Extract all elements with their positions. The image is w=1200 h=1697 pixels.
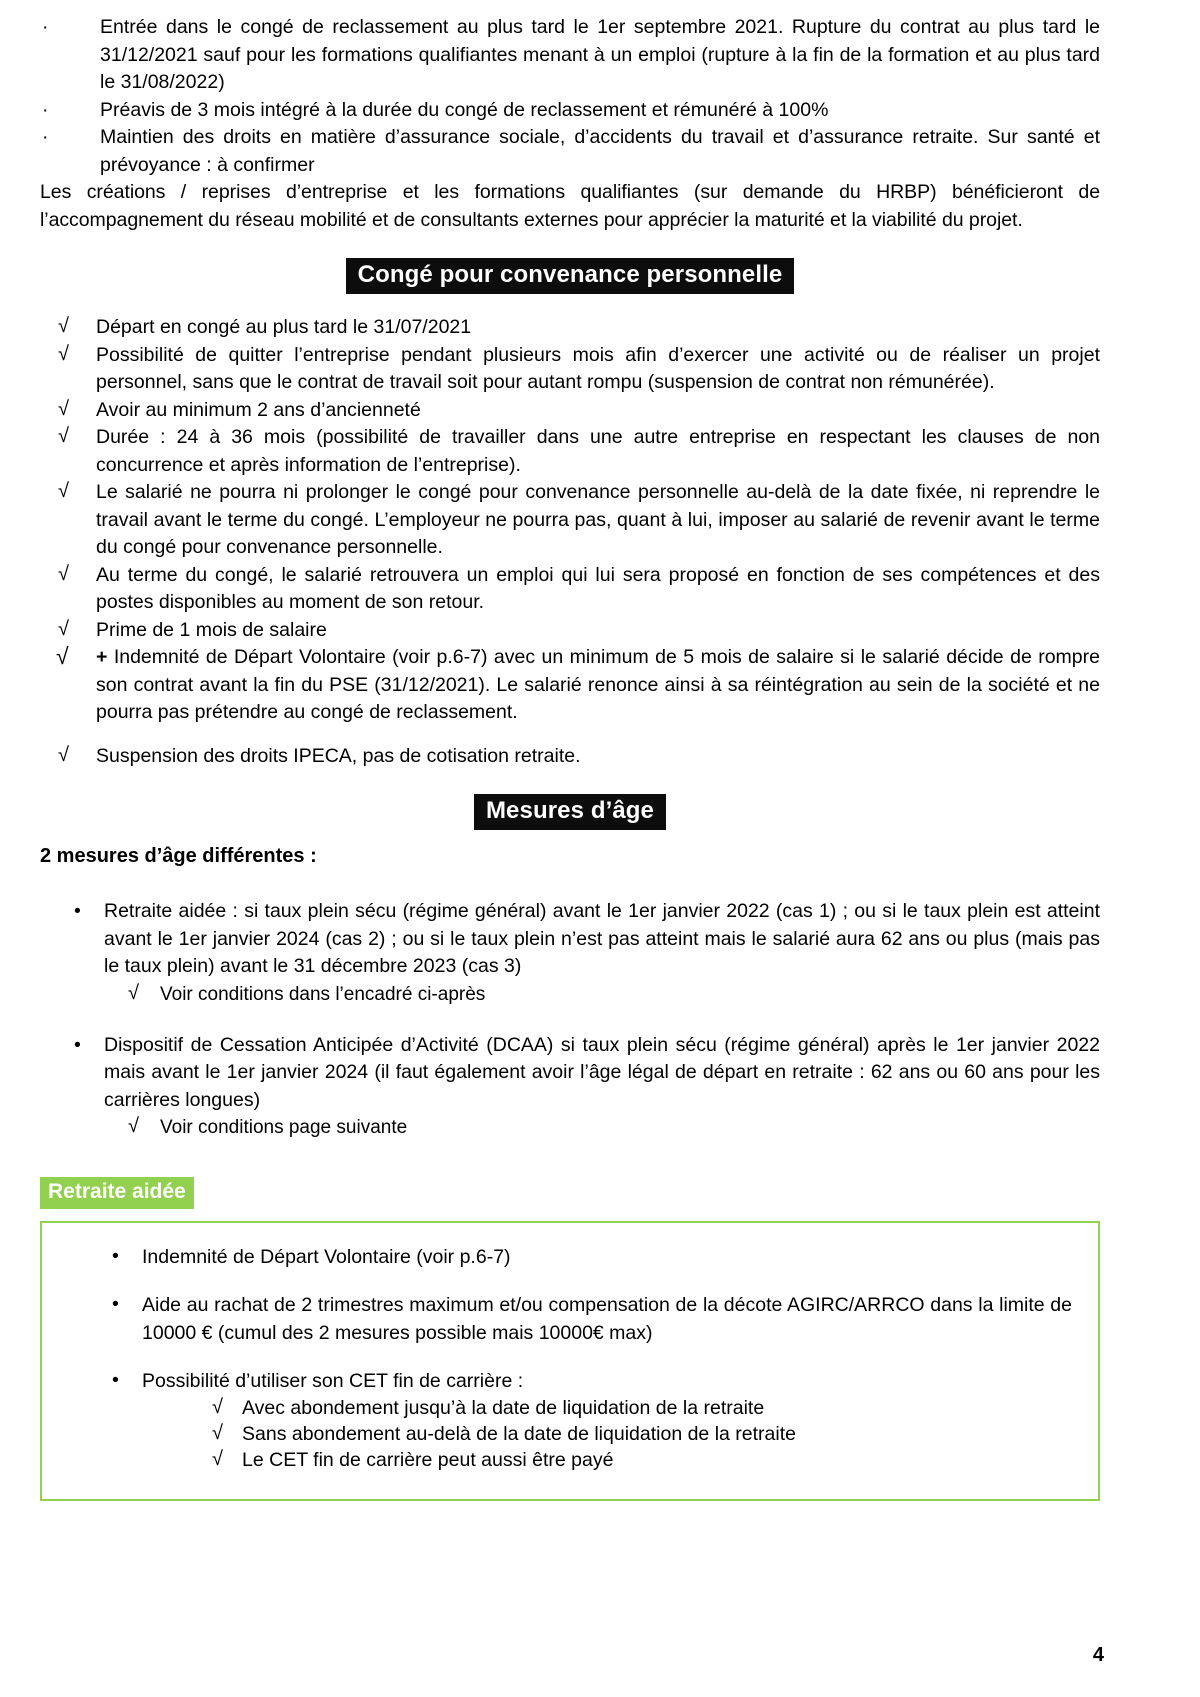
- sub-list-item: [104, 981, 1100, 1008]
- list-item: [40, 1032, 1100, 1142]
- retraite-aidee-box: [40, 1221, 1100, 1501]
- sub-list-item: [142, 1447, 1072, 1473]
- list-item-text: Avoir au minimum 2 ans d’ancienneté: [96, 398, 421, 421]
- conge-banner-wrap: [40, 258, 1100, 294]
- check-icon: √: [56, 643, 69, 669]
- list-item-text: Possibilité d’utiliser son CET fin de carrière :: [142, 1370, 524, 1392]
- list-item-text: Préavis de 3 mois intégré à la durée du congé de reclassement et rémunéré à 100%: [100, 98, 829, 121]
- sub-list-item: [142, 1421, 1072, 1447]
- list-item: [40, 124, 1100, 179]
- list-item-text: Aide au rachat de 2 trimestres maximum et/ou compensation de la décote AGIRC/ARRCO dans la limite de 10000 € (cumul des 2 mesures possible mais 10000€ max): [142, 1294, 1072, 1344]
- check-icon: √: [58, 315, 69, 337]
- retraite-aidee-tag-wrap: [40, 1177, 1100, 1209]
- list-item-text: Le salarié ne pourra ni prolonger le congé pour convenance personnelle au-delà de la date fixée, ni reprendre le travail avant le terme du congé. L’employeur ne pourra pas, quant à lui, imposer au salarié de revenir avant le terme du congé pour convenance personnelle.: [96, 481, 1100, 558]
- list-item: [40, 314, 1100, 342]
- page-number: 4: [1092, 1644, 1104, 1666]
- section-banner-mesures: Mesures d’âge: [474, 794, 666, 830]
- conge-check-list: [40, 314, 1100, 727]
- round-bullet-icon: •: [112, 1369, 119, 1391]
- sub-list-item-text: Avec abondement jusqu’à la date de liquidation de la retraite: [242, 1397, 765, 1419]
- check-icon: √: [58, 480, 69, 502]
- list-item: [68, 1291, 1072, 1347]
- mesures-bullet-list: [40, 898, 1100, 1008]
- list-item: [40, 14, 1100, 97]
- list-item: [40, 97, 1100, 125]
- list-item-text: Durée : 24 à 36 mois (possibilité de travailler dans une autre entreprise en respectant les clauses de non concurrence et après information de l’entreprise).: [96, 426, 1100, 476]
- sub-list-item-text: Sans abondement au-delà de la date de liquidation de la retraite: [242, 1423, 796, 1445]
- check-icon: √: [128, 1115, 139, 1137]
- intro-bullet-list: [40, 14, 1100, 179]
- list-item-text: Indemnité de Départ Volontaire (voir p.6-7): [142, 1246, 511, 1268]
- round-bullet-icon: •: [112, 1245, 119, 1267]
- list-item: [40, 424, 1100, 479]
- list-item-text: Au terme du congé, le salarié retrouvera un emploi qui lui sera proposé en fonction de ses compétences et des postes disponibles au moment de son retour.: [96, 563, 1100, 613]
- retraite-aidee-bullet-list-2: [68, 1291, 1072, 1347]
- cet-sub-list: [142, 1395, 1072, 1473]
- list-item: [68, 1367, 1072, 1473]
- dot-bullet-icon: ·: [42, 98, 49, 121]
- mesures-banner-wrap: [40, 794, 1100, 830]
- check-icon: √: [58, 743, 69, 766]
- sub-list-item-text: Voir conditions dans l’encadré ci-après: [160, 983, 486, 1005]
- list-item-text: Maintien des droits en matière d’assurance sociale, d’accidents du travail et d’assurance retraite. Sur santé et prévoyance : à confirmer: [100, 126, 1100, 176]
- list-item: [68, 1243, 1072, 1271]
- retraite-aidee-bullet-list-3: [68, 1367, 1072, 1473]
- list-item: [40, 397, 1100, 425]
- intro-closing-paragraph: Les créations / reprises d’entreprise et les formations qualifiantes (sur demande du HRBP) bénéficieront de l’accompagnement du réseau mobilité et de consultants externes pour apprécier la maturité et la viabilité du projet.: [40, 181, 1100, 231]
- round-bullet-icon: •: [112, 1293, 119, 1315]
- check-icon: √: [58, 562, 69, 585]
- check-icon: √: [212, 1448, 223, 1470]
- sub-list-item: [104, 1114, 1100, 1141]
- dot-bullet-icon: ·: [42, 16, 49, 38]
- list-item-text: Prime de 1 mois de salaire: [96, 618, 327, 641]
- sub-list-item-text: Le CET fin de carrière peut aussi être payé: [242, 1449, 614, 1471]
- list-item: [40, 743, 1100, 771]
- check-icon: √: [212, 1422, 223, 1444]
- list-item-text: Retraite aidée : si taux plein sécu (régime général) avant le 1er janvier 2022 (cas 1) ; ou si le taux plein est atteint avant le 1er janvier 2024 (cas 2) ; ou si le taux plein n’est pas atteint mais le salarié aura 62 ans ou plus (mais pas le taux plein) avant le 31 décembre 2023 (cas 3): [104, 900, 1100, 977]
- sub-list-item: [142, 1395, 1072, 1421]
- mesures-intro-heading: 2 mesures d’âge différentes :: [40, 845, 317, 867]
- list-item-idv: [40, 644, 1100, 727]
- check-icon: √: [58, 617, 69, 640]
- check-icon: √: [58, 342, 69, 365]
- plus-sign: +: [96, 646, 108, 668]
- check-icon: √: [128, 981, 139, 1004]
- dot-bullet-icon: ·: [42, 126, 49, 148]
- section-banner-conge: Congé pour convenance personnelle: [346, 258, 795, 294]
- round-bullet-icon: •: [74, 1033, 81, 1056]
- list-item: [40, 562, 1100, 617]
- mesures-bullet-list-2: [40, 1032, 1100, 1142]
- list-item-text: Dispositif de Cessation Anticipée d’Activité (DCAA) si taux plein sécu (régime général) après le 1er janvier 2022 mais avant le 1er janvier 2024 (il faut également avoir l’âge légal de départ en retraite : 62 ans ou 60 ans pour les carrières longues): [104, 1033, 1100, 1111]
- list-item-text: Départ en congé au plus tard le 31/07/2021: [96, 316, 472, 338]
- mesures-sub-list: [104, 981, 1100, 1008]
- status-badge-retraite-aidee: Retraite aidée: [40, 1177, 194, 1209]
- mesures-sub-list-2: [104, 1114, 1100, 1141]
- list-item: [40, 898, 1100, 1008]
- list-item-text: Entrée dans le congé de reclassement au plus tard le 1er septembre 2021. Rupture du contrat au plus tard le 31/12/2021 sauf pour les formations qualifiantes menant à un emploi (rupture à la fin de la formation et au plus tard le 31/08/2022): [100, 16, 1100, 93]
- list-item-text: Suspension des droits IPECA, pas de cotisation retraite.: [96, 744, 581, 767]
- check-icon: √: [212, 1396, 223, 1418]
- check-icon: √: [58, 425, 69, 447]
- round-bullet-icon: •: [74, 900, 81, 922]
- list-item: [40, 342, 1100, 397]
- list-item: [40, 617, 1100, 645]
- retraite-aidee-bullet-list: [68, 1243, 1072, 1271]
- list-item: [40, 479, 1100, 562]
- check-icon: √: [58, 397, 69, 420]
- sub-list-item-text: Voir conditions page suivante: [160, 1117, 408, 1138]
- list-item-text: Possibilité de quitter l’entreprise pendant plusieurs mois afin d’exercer une activité ou de réaliser un projet personnel, sans que le contrat de travail soit pour autant rompu (suspension de contrat non rémunérée).: [96, 343, 1100, 393]
- list-item-text: Indemnité de Départ Volontaire (voir p.6-7) avec un minimum de 5 mois de salaire si le salarié décide de rompre son contrat avant la fin du PSE (31/12/2021). Le salarié renonce ainsi à sa réintégration au sein de la société et ne pourra pas prétendre au congé de reclassement.: [96, 646, 1100, 723]
- conge-ipeca-list: [40, 743, 1100, 771]
